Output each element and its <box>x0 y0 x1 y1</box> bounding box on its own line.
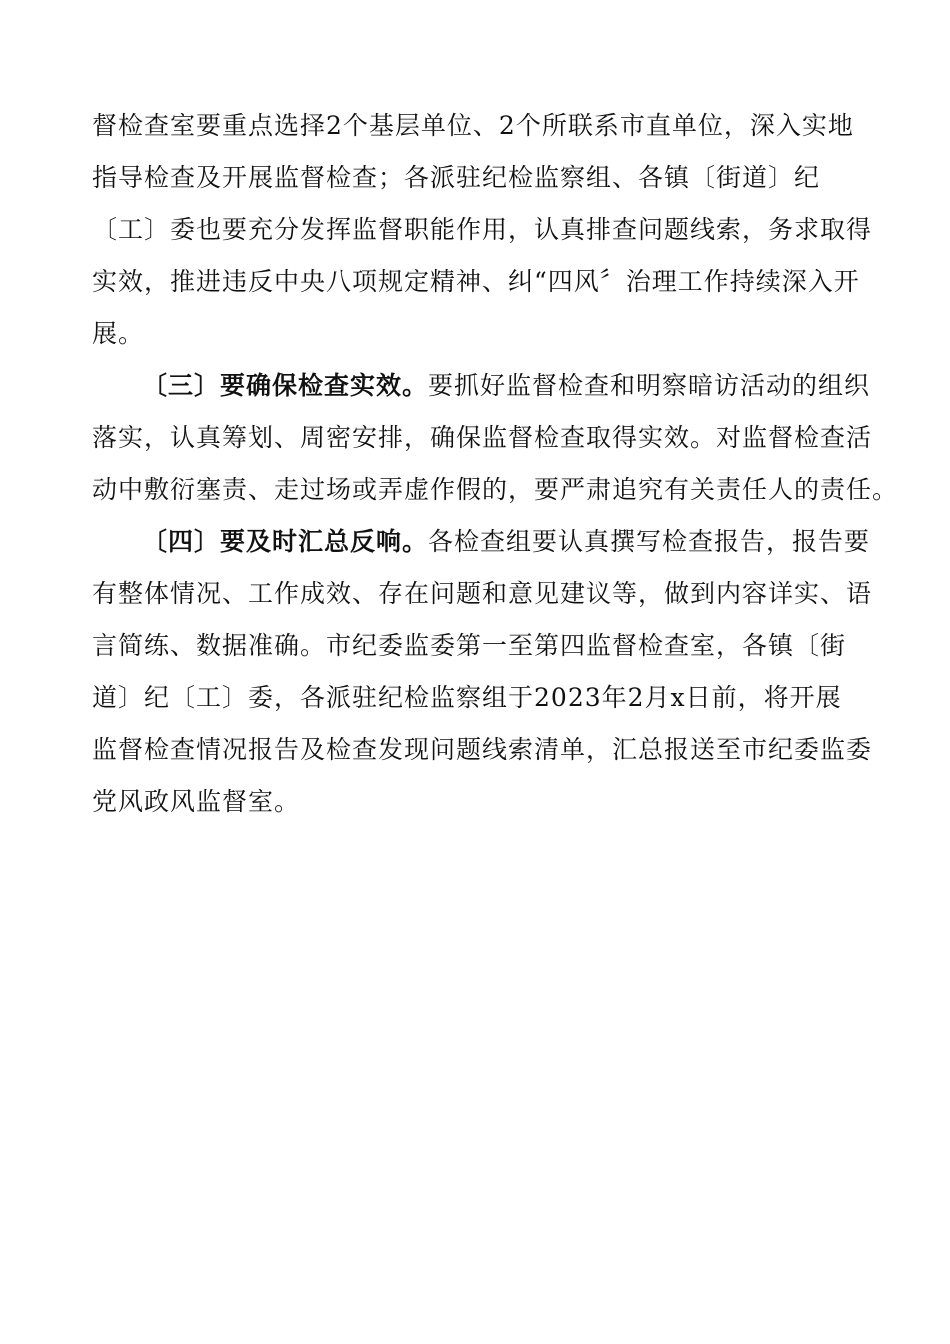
text-line: 督检查室要重点选择2个基层单位、2个所联系市直单位，深入实地 <box>92 111 854 140</box>
text-line: 实效，推进违反中央八项规定精神、纠“四风〞治理工作持续深入开 <box>92 267 860 296</box>
text-span: 要抓好监督检查和明察暗访活动的组织 <box>428 371 871 400</box>
text-line <box>92 360 872 412</box>
text-line: 〔工〕委也要充分发挥监督职能作用，认真排查问题线索，务求取得 <box>92 215 873 244</box>
text-line <box>92 516 872 568</box>
text-line: 有整体情况、工作成效、存在问题和意见建议等，做到内容详实、语 <box>92 579 873 608</box>
section-heading: 〔三〕要确保检查实效。 <box>142 371 429 400</box>
section-heading: 〔四〕要及时汇总反响。 <box>142 527 429 556</box>
text-line: 落实，认真筹划、周密安排，确保监督检查取得实效。对监督检查活 <box>92 423 873 452</box>
paragraph-2 <box>92 360 899 516</box>
document-body <box>92 100 899 828</box>
text-line: 动中敷衍塞责、走过场或弄虚作假的，要严肃追究有关责任人的责任。 <box>92 475 899 504</box>
paragraph-3 <box>92 516 872 828</box>
text-line: 指导检查及开展监督检查；各派驻纪检监察组、各镇〔街道〕纪 <box>92 163 821 192</box>
text-span: 各检查组要认真撰写检查报告，报告要 <box>428 527 871 556</box>
text-line: 展。 <box>92 319 145 348</box>
text-line: 言简练、数据准确。市纪委监委第一至第四监督检查室，各镇〔街 <box>92 631 847 660</box>
text-line: 道〕纪〔工〕委，各派驻纪检监察组于2023年2月x日前，将开展 <box>92 683 842 712</box>
text-line: 党风政风监督室。 <box>92 787 301 816</box>
paragraph-1 <box>92 100 872 360</box>
text-line: 监督检查情况报告及检查发现问题线索清单，汇总报送至市纪委监委 <box>92 735 873 764</box>
